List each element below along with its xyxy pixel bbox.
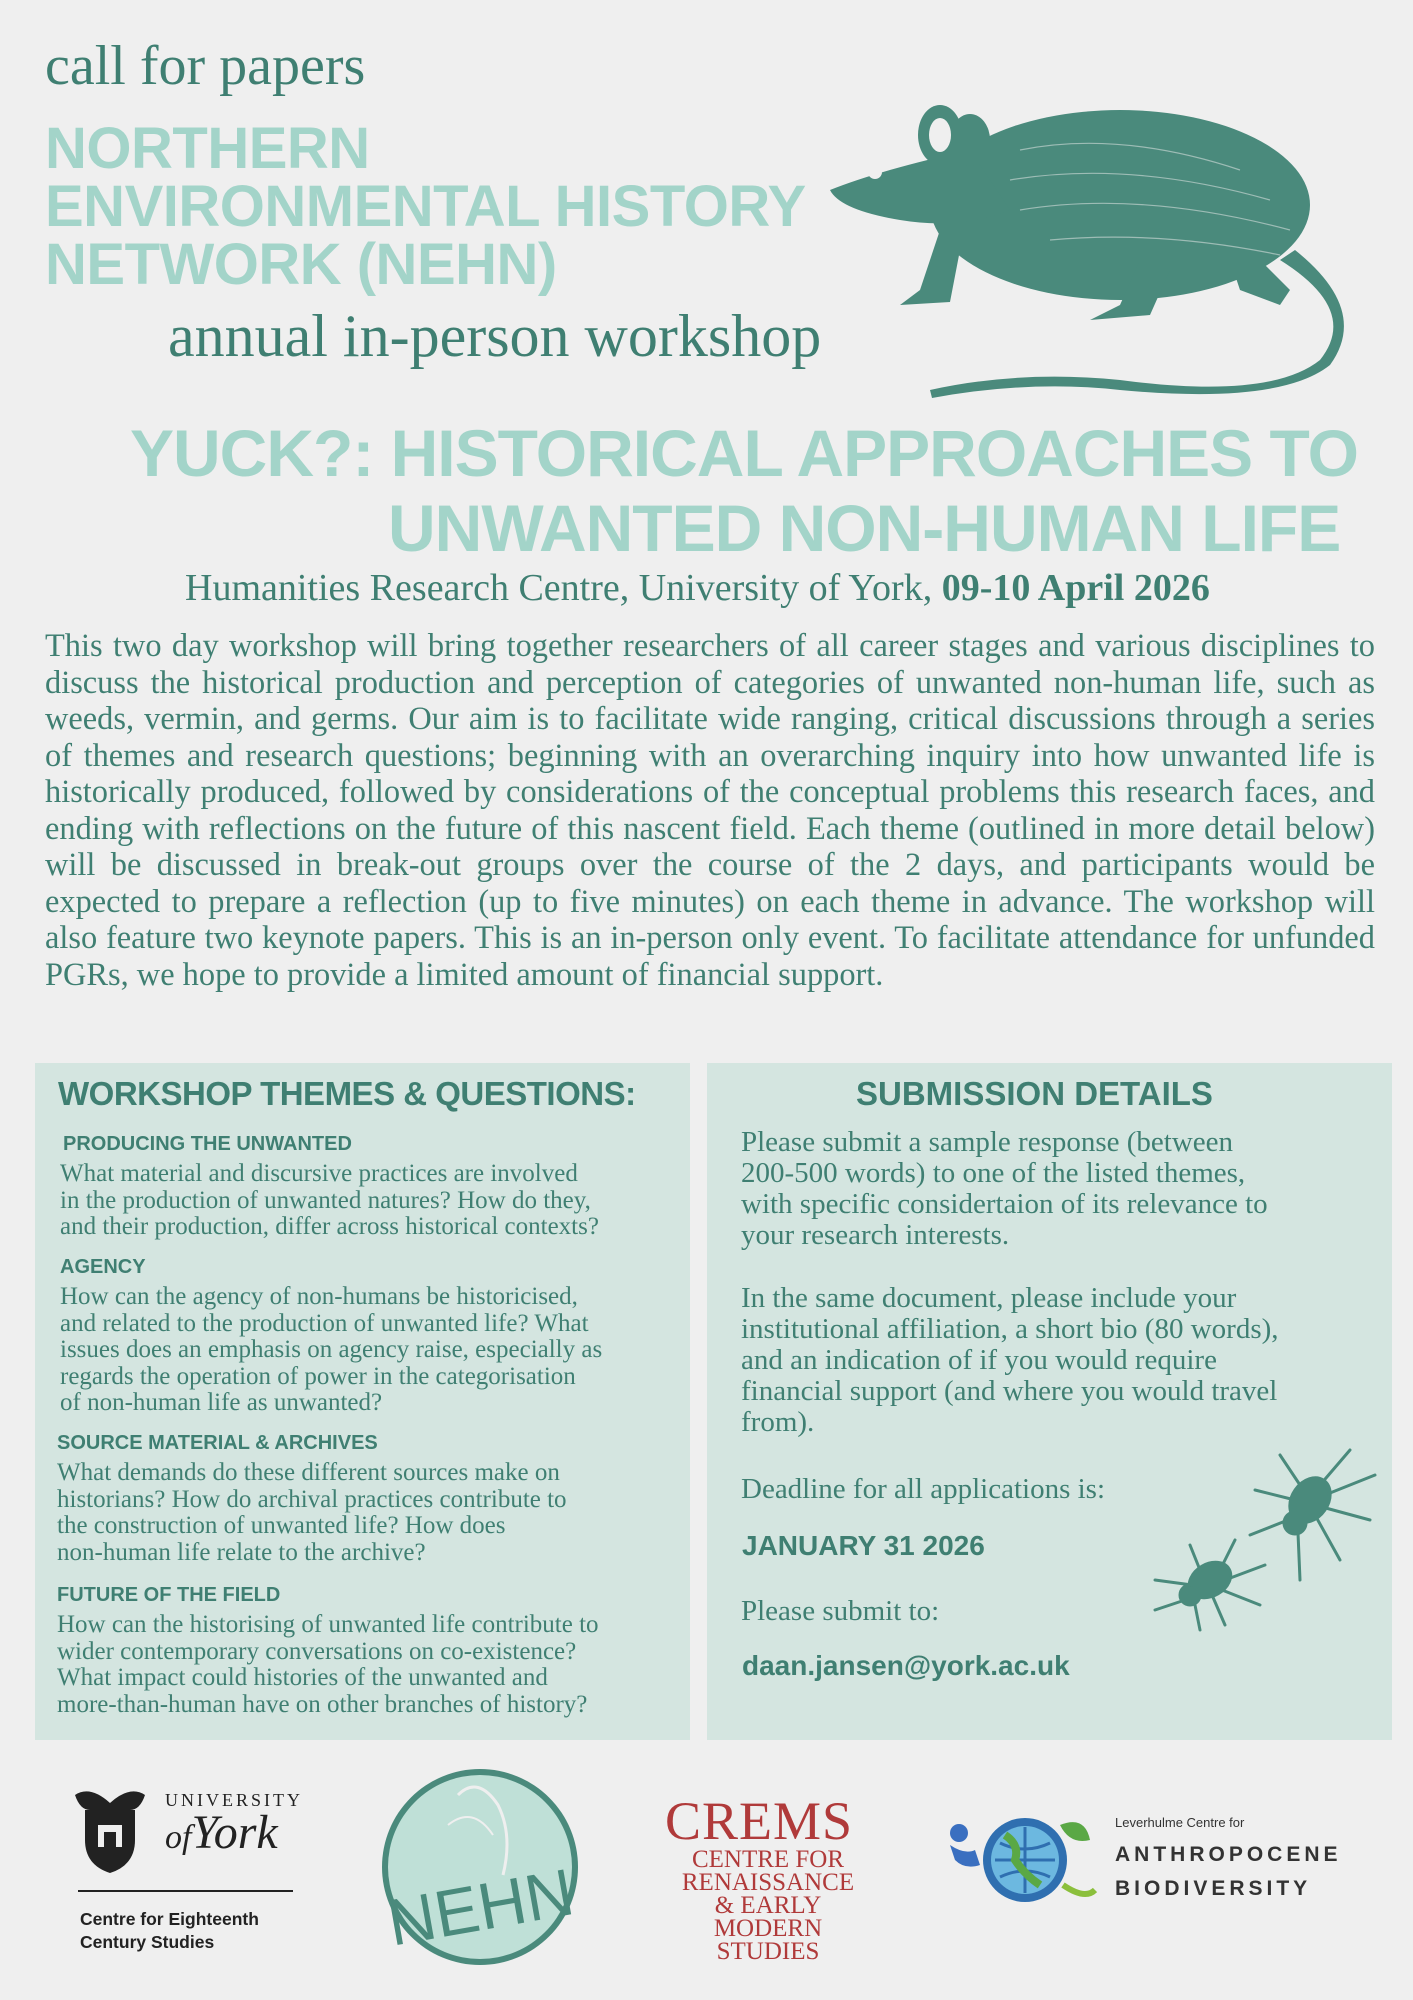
submission-line: institutional affiliation, a short bio (80 words),	[741, 1313, 1279, 1345]
theme-description	[60, 1284, 690, 1417]
org-name-line-1: NORTHERN	[45, 116, 370, 181]
theme-line: What demands do these different sources make on	[57, 1459, 560, 1486]
lca-small-label: Leverhulme Centre for	[1115, 1815, 1245, 1830]
submission-line: from).	[741, 1406, 815, 1438]
submission-line: In the same document, please include your	[741, 1282, 1237, 1314]
theme-line: What material and discursive practices are involved	[60, 1160, 578, 1187]
crems-acronym: CREMS	[665, 1791, 854, 1851]
york-york-word: York	[191, 1806, 278, 1859]
intro-paragraph: This two day workshop will bring together researchers of all career stages and various disciplines to discuss the historical production and perception of categories of unwanted non-human life, such as weeds, vermin, and germs. Our aim is to facilitate wide ranging, critical discussions through a series of themes and research questions; beginning with an overarching inquiry into how unwanted life is historically produced, followed by considerations of the conceptual problems this research faces, and ending with reflections on the future of this nascent field. Each theme (outlined in more detail below) will be discussed in break-out groups over the course of the 2 days, and participants would be expected to prepare a reflection (up to five minutes) on each theme in advance. The workshop will also feature two keynote papers. This is an in-person only event. To facilitate attendance for unfunded PGRs, we hope to provide a limited amount of financial support.	[45, 628, 1375, 993]
theme-title: AGENCY	[60, 1256, 146, 1278]
theme-line: issues does an emphasis on agency raise, especially as	[60, 1336, 603, 1363]
theme-line: the construction of unwanted life? How does	[57, 1512, 506, 1539]
rat-illustration	[820, 90, 1360, 410]
theme-line: and related to the production of unwanted life? What	[60, 1309, 589, 1337]
theme-title: PRODUCING THE UNWANTED	[63, 1133, 352, 1155]
theme-line: How can the agency of non-humans be historicised,	[60, 1283, 578, 1310]
spiders-illustration	[1150, 1445, 1380, 1635]
submission-paragraph-1	[741, 1127, 1381, 1251]
submission-line: your research interests.	[741, 1219, 1010, 1251]
lca-line-2: BIODIVERSITY	[1115, 1877, 1312, 1900]
theme-line: in the production of unwanted natures? How do they,	[60, 1186, 591, 1214]
org-name-line-3: NETWORK (NEHN)	[45, 232, 557, 297]
globe-icon	[945, 1805, 1105, 1915]
theme-line: non-human life relate to the archive?	[57, 1538, 426, 1566]
submission-line: financial support (and where you would travel	[741, 1375, 1278, 1407]
venue-label: Humanities Research Centre, University of York,	[185, 567, 933, 609]
submission-line: 200-500 words) to one of the listed themes,	[741, 1157, 1246, 1189]
submission-paragraph-2	[741, 1283, 1381, 1438]
york-centre-name	[80, 1908, 259, 1954]
crems-logo	[660, 1790, 870, 1965]
crems-line: RENAISSANCE	[681, 1869, 855, 1896]
york-of-word: of	[165, 1819, 192, 1856]
crems-line: CENTRE FOR	[691, 1846, 845, 1873]
workshop-title-line-1: YUCK?: HISTORICAL APPROACHES TO	[130, 416, 1358, 490]
theme-description	[60, 1161, 690, 1241]
theme-line: regards the operation of power in the categorisation	[60, 1362, 576, 1390]
call-for-papers-label: call for papers	[45, 35, 366, 97]
york-crest-icon	[70, 1785, 150, 1875]
theme-line: more-than-human have on other branches of history?	[57, 1690, 588, 1718]
submission-heading: SUBMISSION DETAILS	[856, 1075, 1213, 1112]
theme-line: historians? How do archival practices contribute to	[57, 1485, 567, 1513]
workshop-type-label: annual in-person workshop	[168, 303, 822, 369]
submission-line: with specific considertaion of its relevance to	[741, 1188, 1268, 1220]
university-of-york-logo	[70, 1780, 310, 1960]
theme-line: of non-human life as unwanted?	[60, 1389, 383, 1416]
leverhulme-centre-logo	[945, 1805, 1375, 1915]
theme-title: FUTURE OF THE FIELD	[57, 1584, 281, 1606]
nehn-logo	[378, 1765, 583, 1970]
theme-line: and their production, differ across historical contexts?	[60, 1213, 599, 1240]
crems-full-name	[668, 1848, 868, 1963]
org-name-line-2: ENVIRONMENTAL HISTORY	[45, 174, 806, 239]
york-centre-line: Century Studies	[80, 1932, 215, 1952]
deadline-label: Deadline for all applications is:	[741, 1473, 1106, 1505]
nehn-logo-text: NEHN	[381, 1854, 579, 1960]
theme-line: What impact could histories of the unwanted and	[57, 1664, 548, 1691]
event-dates: 09-10 April 2026	[941, 567, 1210, 609]
crems-line: & EARLY MODERN	[713, 1892, 823, 1942]
submission-line: Please submit a sample response (between	[741, 1126, 1234, 1158]
venue-and-dates	[185, 568, 1210, 610]
york-wordmark	[165, 1805, 278, 1860]
submission-email-link[interactable]: daan.jansen@york.ac.uk	[742, 1650, 1070, 1681]
york-university-word: UNIVERSITY	[165, 1790, 303, 1810]
lca-line-1: ANTHROPOCENE	[1115, 1843, 1342, 1866]
workshop-title-line-2: UNWANTED NON-HUMAN LIFE	[388, 491, 1341, 565]
theme-title: SOURCE MATERIAL & ARCHIVES	[57, 1432, 378, 1454]
submission-line: and an indication of if you would require	[741, 1344, 1217, 1376]
york-centre-line: Centre for Eighteenth	[80, 1909, 259, 1929]
themes-heading: WORKSHOP THEMES & QUESTIONS:	[58, 1075, 636, 1112]
submit-to-label: Please submit to:	[741, 1595, 940, 1627]
theme-line: How can the historising of unwanted life contribute to	[57, 1611, 599, 1638]
theme-description	[57, 1460, 687, 1566]
york-divider	[78, 1890, 293, 1892]
theme-line: wider contemporary conversations on co-existence?	[57, 1637, 577, 1665]
crems-line: STUDIES	[716, 1938, 820, 1965]
deadline-date: JANUARY 31 2026	[742, 1530, 985, 1561]
theme-description	[57, 1612, 687, 1718]
